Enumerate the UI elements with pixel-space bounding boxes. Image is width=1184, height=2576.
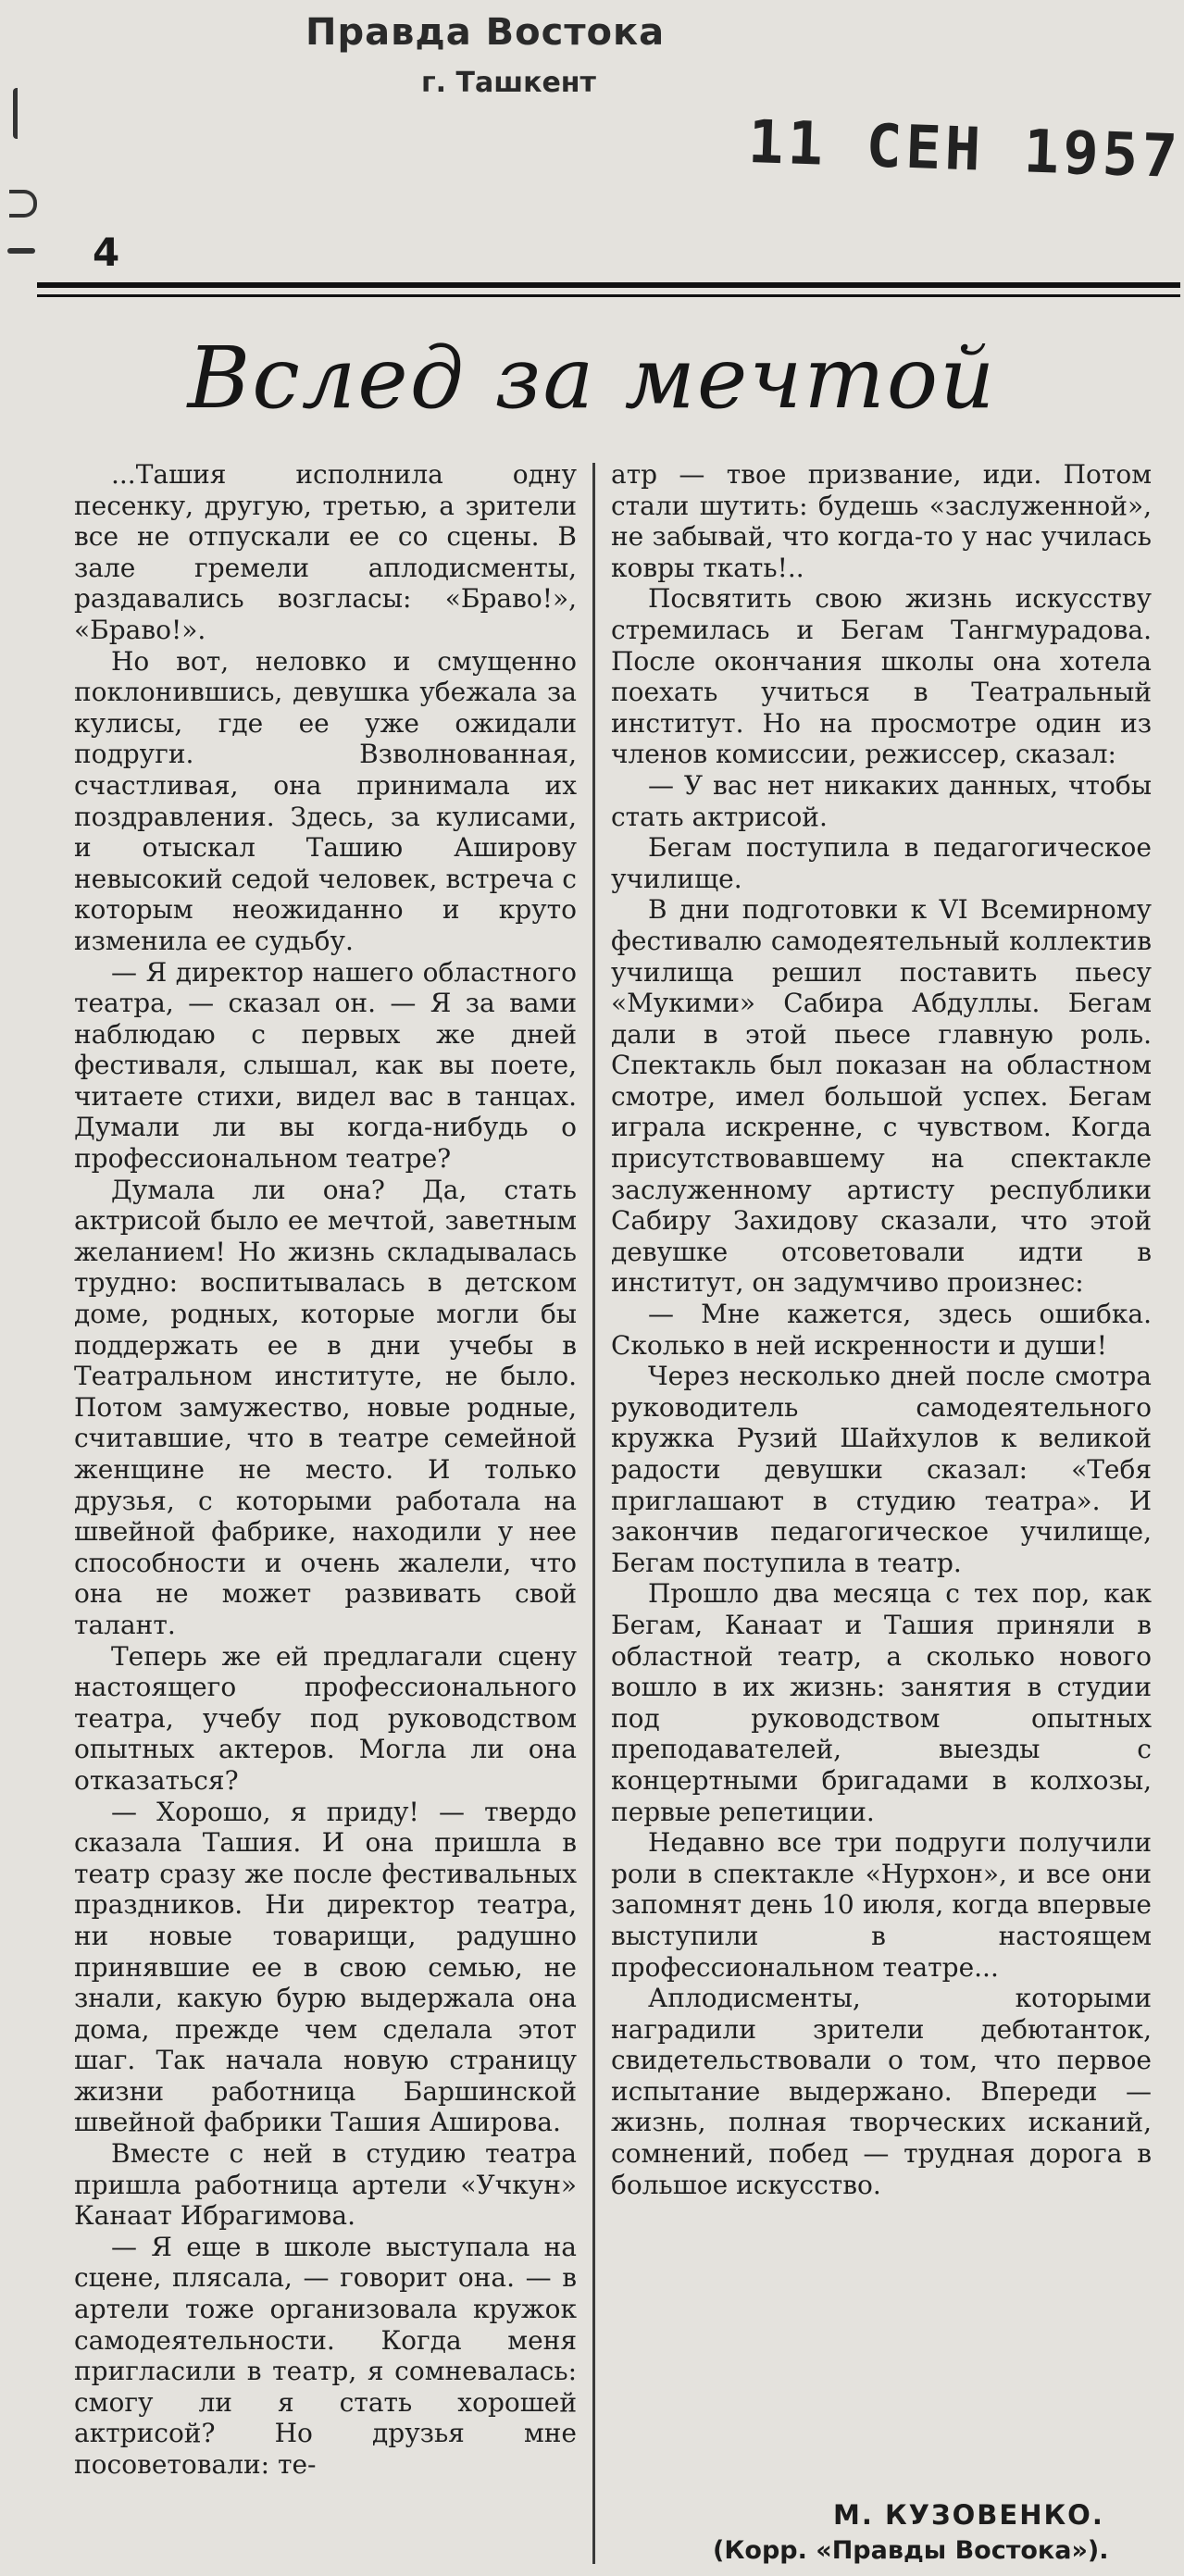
paragraph: — Я директор нашего областного театра, — сказал он. — Я за вами наблюдаю с первых же дней фестиваля, слышал, как вы поете, читаете стихи, видел вас в танцах. Думали ли вы когда-нибудь о профессиональном театре?	[74, 956, 577, 1175]
newspaper-name-stamp: Правда Востока	[305, 11, 666, 54]
header-rule	[37, 294, 1180, 297]
paragraph: Думала ли она? Да, стать актрисой было ее мечтой, заветным желанием! Но жизнь складывалась трудно: воспитывалась в детском доме, родных, которые могли бы поддержать ее в дни учебы в Театральном институте, не было. Потом замужество, новые родные, считавшие, что в театре семейной женщине не место. И только друзья, с которыми работала на швейной фабрике, находили у нее способности и очень жалели, что она не может развивать свой талант.	[74, 1174, 577, 1640]
paragraph: В дни подготовки к VI Всемирному фестивалю самодеятельный коллектив училища решил поставить пьесу «Мукими» Сабира Абдуллы. Бегам дали в этой пьесе главную роль. Спектакль был показан на областном смотре, имел большой успех. Бегам играла искренне, с чувством. Когда присутствовавшему на спектакле заслуженному артисту республики Сабиру Захидову сказали, что этой девушке отсоветовали идти в институт, он задумчиво произнес:	[611, 894, 1152, 1299]
page-number: 4	[93, 230, 120, 275]
paragraph: Бегам поступила в педагогическое училище.	[611, 832, 1152, 894]
paragraph: Теперь же ей предлагали сцену настоящего профессионального театра, учебу под руководством опытных актеров. Могла ли она отказаться?	[74, 1640, 577, 1796]
newspaper-city-stamp: г. Ташкент	[421, 67, 596, 99]
paragraph: Вместе с ней в студию театра пришла работница артели «Учкун» Канаат Ибрагимова.	[74, 2138, 577, 2232]
paragraph: — Мне кажется, здесь ошибка. Сколько в ней искренности и души!	[611, 1299, 1152, 1361]
paragraph: Недавно все три подруги получили роли в спектакле «Нурхон», и все они запомнят день 10 июля, когда впервые выступили в настоящем профессиональном театре...	[611, 1827, 1152, 1983]
article-column-left	[74, 459, 577, 2481]
paragraph: Прошло два месяца с тех пор, как Бегам, Канаат и Ташия приняли в областной театр, а сколько нового вошло в их жизнь: занятия в студии под руководством опытных преподавателей, выезды с концертными бригадами в колхозы, первые репетиции.	[611, 1578, 1152, 1827]
paragraph: Посвятить свою жизнь искусству стремилась и Бегам Тангмурадова. После окончания школы она хотела поехать учиться в Театральный институт. Но на просмотре один из членов комиссии, режиссер, сказал:	[611, 583, 1152, 770]
paragraph: Но вот, неловко и смущенно поклонившись, девушка убежала за кулисы, где ее уже ожидали подруги. Взволнованная, счастливая, она принимала их поздравления. Здесь, за кулисами, и отыскал Ташию Аширову невысокий седой человек, встреча с которым неожиданно и круто изменила ее судьбу.	[74, 645, 577, 956]
article-column-right	[611, 459, 1152, 2200]
pen-mark	[7, 248, 35, 254]
pen-mark	[9, 190, 37, 218]
paragraph: Аплодисменты, которыми наградили зрители дебютанток, свидетельствовали о том, что первое испытание выдержано. Впереди — жизнь, полная творческих исканий, сомнений, побед — трудная дорога в большое искусство.	[611, 1983, 1152, 2200]
article-headline: Вслед за мечтой	[187, 329, 997, 428]
paragraph: — У вас нет никаких данных, чтобы стать актрисой.	[611, 769, 1152, 832]
author-signature: М. КУЗОВЕНКО.	[833, 2499, 1104, 2531]
author-source: (Корр. «Правды Востока»).	[713, 2536, 1109, 2565]
date-stamp: 11 СЕН 1957	[746, 107, 1182, 193]
paragraph: ...Ташия исполнила одну песенку, другую, третью, а зрители все не отпускали ее со сцены. В зале гремели аплодисменты, раздавались возгласы: «Браво!», «Браво!».	[74, 459, 577, 645]
paragraph: атр — твое призвание, иди. Потом стали шутить: будешь «заслуженной», не забывай, что когда-то у нас училась ковры ткать!..	[611, 459, 1152, 583]
header-rule	[37, 282, 1180, 288]
paragraph: — Хорошо, я приду! — твердо сказала Ташия. И она пришла в театр сразу же после фестивальных праздников. Ни директор театра, ни новые товарищи, радушно принявшие ее в свою семью, не знали, какую бурю выдержала она дома, прежде чем сделала этот шаг. Так начала новую страницу жизни работница Баршинской швейной фабрики Ташия Аширова.	[74, 1796, 577, 2138]
column-divider	[592, 463, 595, 2564]
paragraph: — Я еще в школе выступала на сцене, плясала, — говорит она. — в артели тоже организовала кружок самодеятельности. Когда меня пригласили в театр, я сомневалась: смогу ли я стать хорошей актрисой? Но друзья мне посоветовали: те-	[74, 2231, 577, 2480]
paragraph: Через несколько дней после смотра руководитель самодеятельного кружка Рузий Шайхулов к великой радости девушки сказал: «Тебя приглашают в студию театра». И закончив педагогическое училище, Бегам поступила в театр.	[611, 1361, 1152, 1578]
pen-mark	[13, 88, 25, 139]
